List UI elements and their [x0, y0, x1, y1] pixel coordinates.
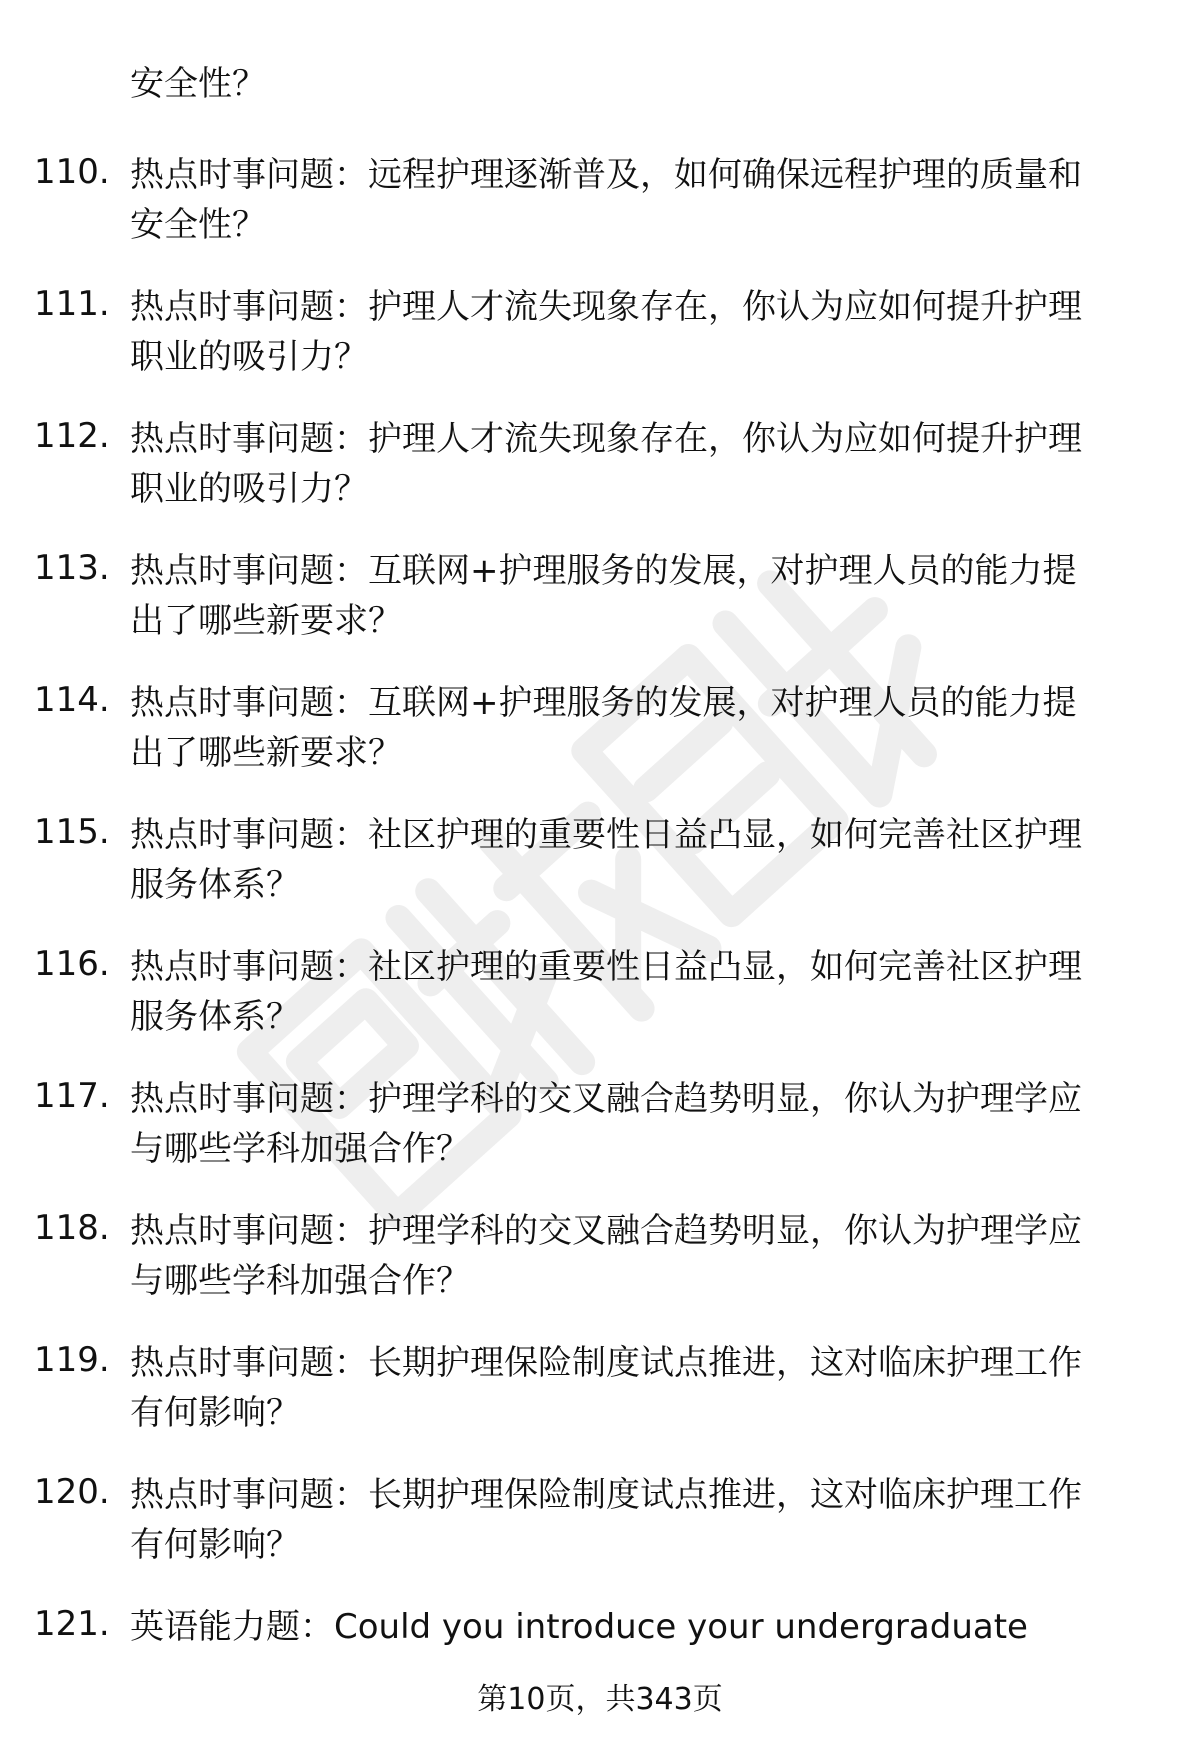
question-item: [0, 150, 1200, 282]
question-number: 114.: [34, 680, 110, 720]
question-item: [0, 810, 1200, 942]
question-text: [130, 414, 1140, 514]
question-text-line: 与哪些学科加强合作？: [130, 1129, 470, 1169]
question-item: [0, 1074, 1200, 1206]
question-text: [130, 678, 1140, 778]
question-text-line: 服务体系？: [130, 865, 300, 905]
question-number: 120.: [34, 1472, 110, 1512]
question-text-line: 热点时事问题：护理人才流失现象存在，你认为应如何提升护理: [130, 419, 1082, 459]
question-text: [130, 1074, 1140, 1174]
question-text-line: 热点时事问题：长期护理保险制度试点推进，这对临床护理工作: [130, 1343, 1082, 1383]
question-number: 110.: [34, 152, 110, 192]
question-item: [0, 678, 1200, 810]
question-text-line: 出了哪些新要求？: [130, 733, 402, 773]
question-item: [0, 1338, 1200, 1470]
question-number: 119.: [34, 1340, 110, 1380]
question-text: [130, 1602, 1140, 1652]
question-text-line: 热点时事问题：互联网+护理服务的发展，对护理人员的能力提: [130, 683, 1077, 723]
question-number: 112.: [34, 416, 110, 456]
question-text: [130, 1470, 1140, 1570]
question-item: [0, 1470, 1200, 1602]
question-number: 113.: [34, 548, 110, 588]
question-text-line: 热点时事问题：护理学科的交叉融合趋势明显，你认为护理学应: [130, 1211, 1082, 1251]
question-text-line: 与哪些学科加强合作？: [130, 1261, 470, 1301]
question-text: [130, 282, 1140, 382]
continuation-line: 安全性？: [130, 64, 266, 104]
question-text-line: 有何影响？: [130, 1393, 300, 1433]
question-number: 111.: [34, 284, 110, 324]
question-text: [130, 1206, 1140, 1306]
question-text-line: 热点时事问题：社区护理的重要性日益凸显，如何完善社区护理: [130, 815, 1082, 855]
question-text-line: 职业的吸引力？: [130, 469, 368, 509]
question-text: [130, 942, 1140, 1042]
question-text: [130, 1338, 1140, 1438]
question-item: [0, 546, 1200, 678]
question-item: [0, 1206, 1200, 1338]
question-text-line: 出了哪些新要求？: [130, 601, 402, 641]
question-item: [0, 282, 1200, 414]
question-text: [130, 810, 1140, 910]
question-item: [0, 414, 1200, 546]
question-number: 115.: [34, 812, 110, 852]
question-number: 118.: [34, 1208, 110, 1248]
question-text-line: 英语能力题：Could you introduce your undergraduate: [130, 1607, 1028, 1647]
question-text-line: 热点时事问题：互联网+护理服务的发展，对护理人员的能力提: [130, 551, 1077, 591]
question-text-line: 安全性？: [130, 205, 266, 245]
page-footer: 第10页，共343页: [477, 1682, 723, 1717]
question-text-line: 热点时事问题：护理学科的交叉融合趋势明显，你认为护理学应: [130, 1079, 1082, 1119]
question-text-line: 热点时事问题：社区护理的重要性日益凸显，如何完善社区护理: [130, 947, 1082, 987]
question-number: 121.: [34, 1604, 110, 1644]
question-number: 117.: [34, 1076, 110, 1116]
question-text-line: 热点时事问题：远程护理逐渐普及，如何确保远程护理的质量和: [130, 155, 1082, 195]
question-text-line: 服务体系？: [130, 997, 300, 1037]
question-item: [0, 942, 1200, 1074]
question-text-line: 热点时事问题：护理人才流失现象存在，你认为应如何提升护理: [130, 287, 1082, 327]
question-list: [0, 150, 1200, 1734]
question-text-line: 职业的吸引力？: [130, 337, 368, 377]
question-text-line: 热点时事问题：长期护理保险制度试点推进，这对临床护理工作: [130, 1475, 1082, 1515]
question-text-line: 有何影响？: [130, 1525, 300, 1565]
question-text: [130, 150, 1140, 250]
question-text: [130, 546, 1140, 646]
question-number: 116.: [34, 944, 110, 984]
